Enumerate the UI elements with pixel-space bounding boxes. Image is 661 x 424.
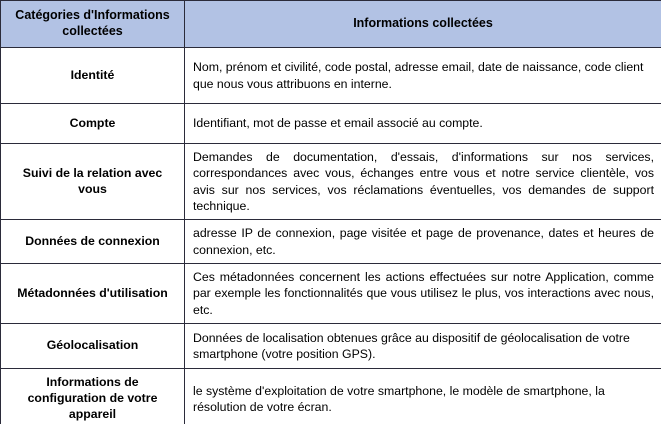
row-information-donnees-connexion: adresse IP de connexion, page visitée et page de provenance, dates et heures de connexion, etc. <box>185 220 661 264</box>
row-category-geolocalisation: Géolocalisation <box>1 324 185 369</box>
table-row <box>1 324 661 369</box>
table-header <box>1 1 661 48</box>
table-row <box>1 104 661 144</box>
row-information-geolocalisation: Données de localisation obtenues grâce au dispositif de géolocalisation de votre smartphone (votre position GPS). <box>185 324 661 369</box>
row-information-informations-configuration: le système d'exploitation de votre smartphone, le modèle de smartphone, la résolution de votre écran. <box>185 369 661 424</box>
column-header-categories: Catégories d'Informations collectées <box>1 1 185 48</box>
row-information-identite: Nom, prénom et civilité, code postal, adresse email, date de naissance, code client que nous vous attribuons en interne. <box>185 48 661 104</box>
column-header-informations: Informations collectées <box>185 1 661 48</box>
table-row <box>1 220 661 264</box>
row-information-metadonnees-utilisation: Ces métadonnées concernent les actions effectuées sur notre Application, comme par exemple les fonctionnalités que vous utilisez le plus, vos interactions avec nous, etc. <box>185 264 661 324</box>
table-body <box>1 48 661 424</box>
row-information-suivi-relation: Demandes de documentation, d'essais, d'informations sur nos services, correspondances avec vous, échanges entre vous et notre service clientèle, vos avis sur nos services, vos réclamations éventuelles, vos demandes de support technique. <box>185 144 661 220</box>
row-category-identite: Identité <box>1 48 185 104</box>
table-row <box>1 369 661 424</box>
table-row <box>1 48 661 104</box>
row-category-compte: Compte <box>1 104 185 144</box>
row-category-suivi-relation: Suivi de la relation avec vous <box>1 144 185 220</box>
table-row <box>1 264 661 324</box>
table-header-row <box>1 1 661 48</box>
row-category-metadonnees-utilisation: Métadonnées d'utilisation <box>1 264 185 324</box>
row-category-informations-configuration: Informations de configuration de votre appareil <box>1 369 185 424</box>
table-row <box>1 144 661 220</box>
row-category-donnees-connexion: Données de connexion <box>1 220 185 264</box>
row-information-compte: Identifiant, mot de passe et email associé au compte. <box>185 104 661 144</box>
